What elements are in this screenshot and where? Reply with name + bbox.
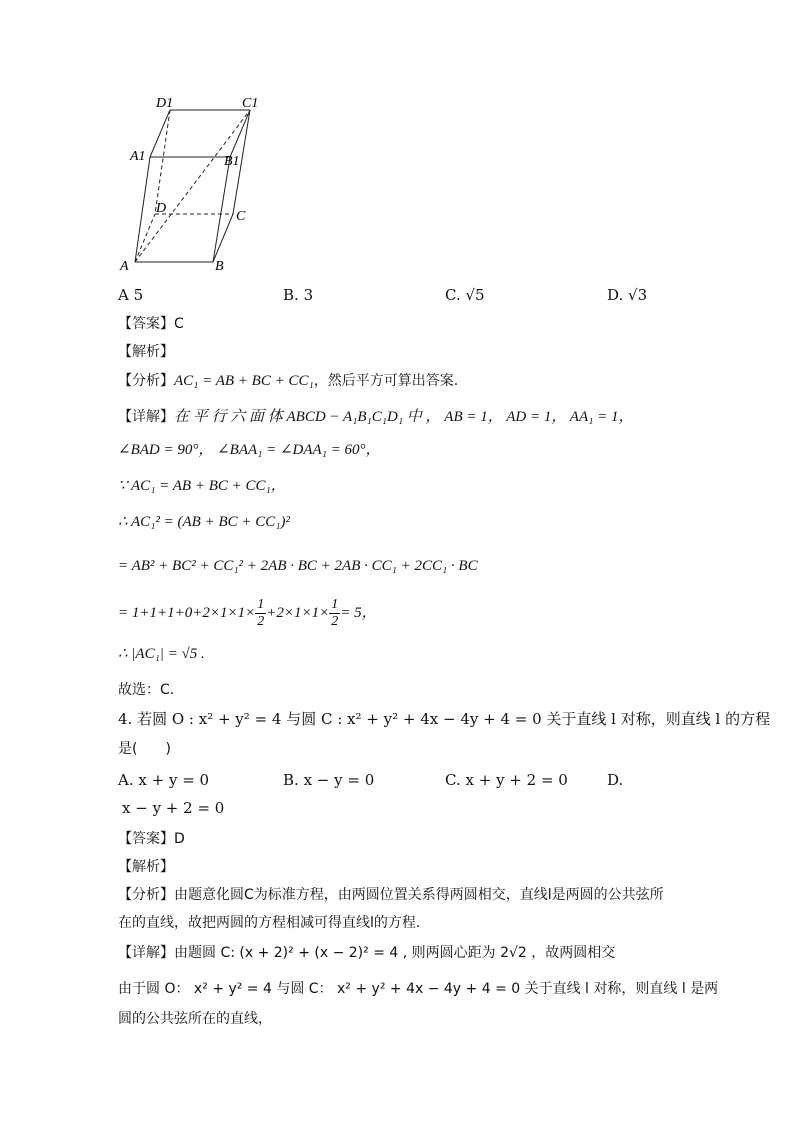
q4-detail-line2: 由于圆 O： x² + y² = 4 与圆 C： x² + y² + 4x − 4y + 4 = 0 关于直线 l 对称，则直线 l 是两 bbox=[118, 981, 719, 997]
q4-answer: 【答案】D bbox=[118, 831, 185, 847]
q3-line3: ∵ AC₁ = AB + BC + CC₁， bbox=[118, 478, 286, 494]
label-a1: A1 bbox=[130, 149, 146, 164]
q3-detail-line2: ∠BAD = 90°， ∠BAA₁ = ∠DAA₁ = 60°， bbox=[118, 442, 381, 458]
q3-option-d: D. √3 bbox=[607, 286, 648, 304]
label-b1: B1 bbox=[224, 154, 240, 169]
q3-choose: 故选：C. bbox=[118, 682, 175, 698]
q3-detail-line1: 【详解】在 平 行 六 面 体 ABCD − A₁B₁C₁D₁ 中 ， AB = 1， AD = 1， AA₁ = 1， bbox=[118, 409, 634, 425]
q4-option-b: B. x − y = 0 bbox=[283, 771, 375, 789]
q3-line6: = 1+1+1+0+2×1×1× $\frac{1}{2}$ +2×1×1× $\frac{1}{2}$ = 5， bbox=[118, 597, 377, 629]
q3-option-a: A 5 bbox=[118, 286, 144, 304]
q4-stem-line1: 4. 若圆 O : x² + y² = 4 与圆 C : x² + y² + 4x − 4y + 4 = 0 关于直线 l 对称，则直线 l 的方程 bbox=[118, 710, 771, 728]
q4-detail-line3: 圆的公共弦所在的直线， bbox=[118, 1011, 272, 1027]
q3-line7: ∴ |AC₁| = √5 . bbox=[118, 646, 205, 662]
q4-stem-line2: 是( ) bbox=[118, 741, 171, 757]
q4-option-d: D. bbox=[607, 771, 624, 789]
label-d: D bbox=[156, 201, 167, 216]
q3-option-c: C. √5 bbox=[445, 286, 485, 304]
q4-detail-line1: 【详解】由题圆 C: (x + 2)² + (x − 2)² = 4 , 则两圆心距为 2√2 ，故两圆相交 bbox=[118, 945, 616, 961]
q3-option-b: B. 3 bbox=[283, 286, 314, 304]
q4-option-c: C. x + y + 2 = 0 bbox=[445, 771, 568, 789]
label-b: B bbox=[215, 259, 224, 274]
q4-option-a: A. x + y = 0 bbox=[118, 771, 210, 789]
label-a: A bbox=[120, 259, 129, 274]
q3-line5: = AB² + BC² + CC₁² + 2AB · BC + 2AB · CC₁ + 2CC₁ · BC bbox=[118, 558, 478, 574]
q3-fenxi: 【分析】AC₁ = AB + BC + CC₁，然后平方可算出答案. bbox=[118, 373, 459, 389]
parallelepiped-figure bbox=[110, 90, 280, 280]
q4-analysis-tag: 【解析】 bbox=[118, 859, 174, 875]
q4-fenxi-line2: 在的直线，故把两圆的方程相减可得直线l的方程. bbox=[118, 915, 421, 931]
label-d1: D1 bbox=[156, 96, 174, 111]
label-c: C bbox=[236, 209, 246, 224]
q4-fenxi-line1: 【分析】由题意化圆C为标准方程，由两圆位置关系得两圆相交，直线l是两圆的公共弦所 bbox=[118, 887, 664, 903]
q3-analysis-tag: 【解析】 bbox=[118, 344, 174, 360]
q3-line4: ∴ AC₁² = (AB + BC + CC₁)² bbox=[118, 514, 290, 530]
q4-option-d-wrap: x − y + 2 = 0 bbox=[122, 799, 225, 817]
fraction-half-2: $\frac{1}{2}$ bbox=[331, 597, 339, 629]
label-c1: C1 bbox=[242, 96, 259, 111]
fraction-half-1: $\frac{1}{2}$ bbox=[257, 597, 265, 629]
q3-answer: 【答案】C bbox=[118, 316, 184, 332]
